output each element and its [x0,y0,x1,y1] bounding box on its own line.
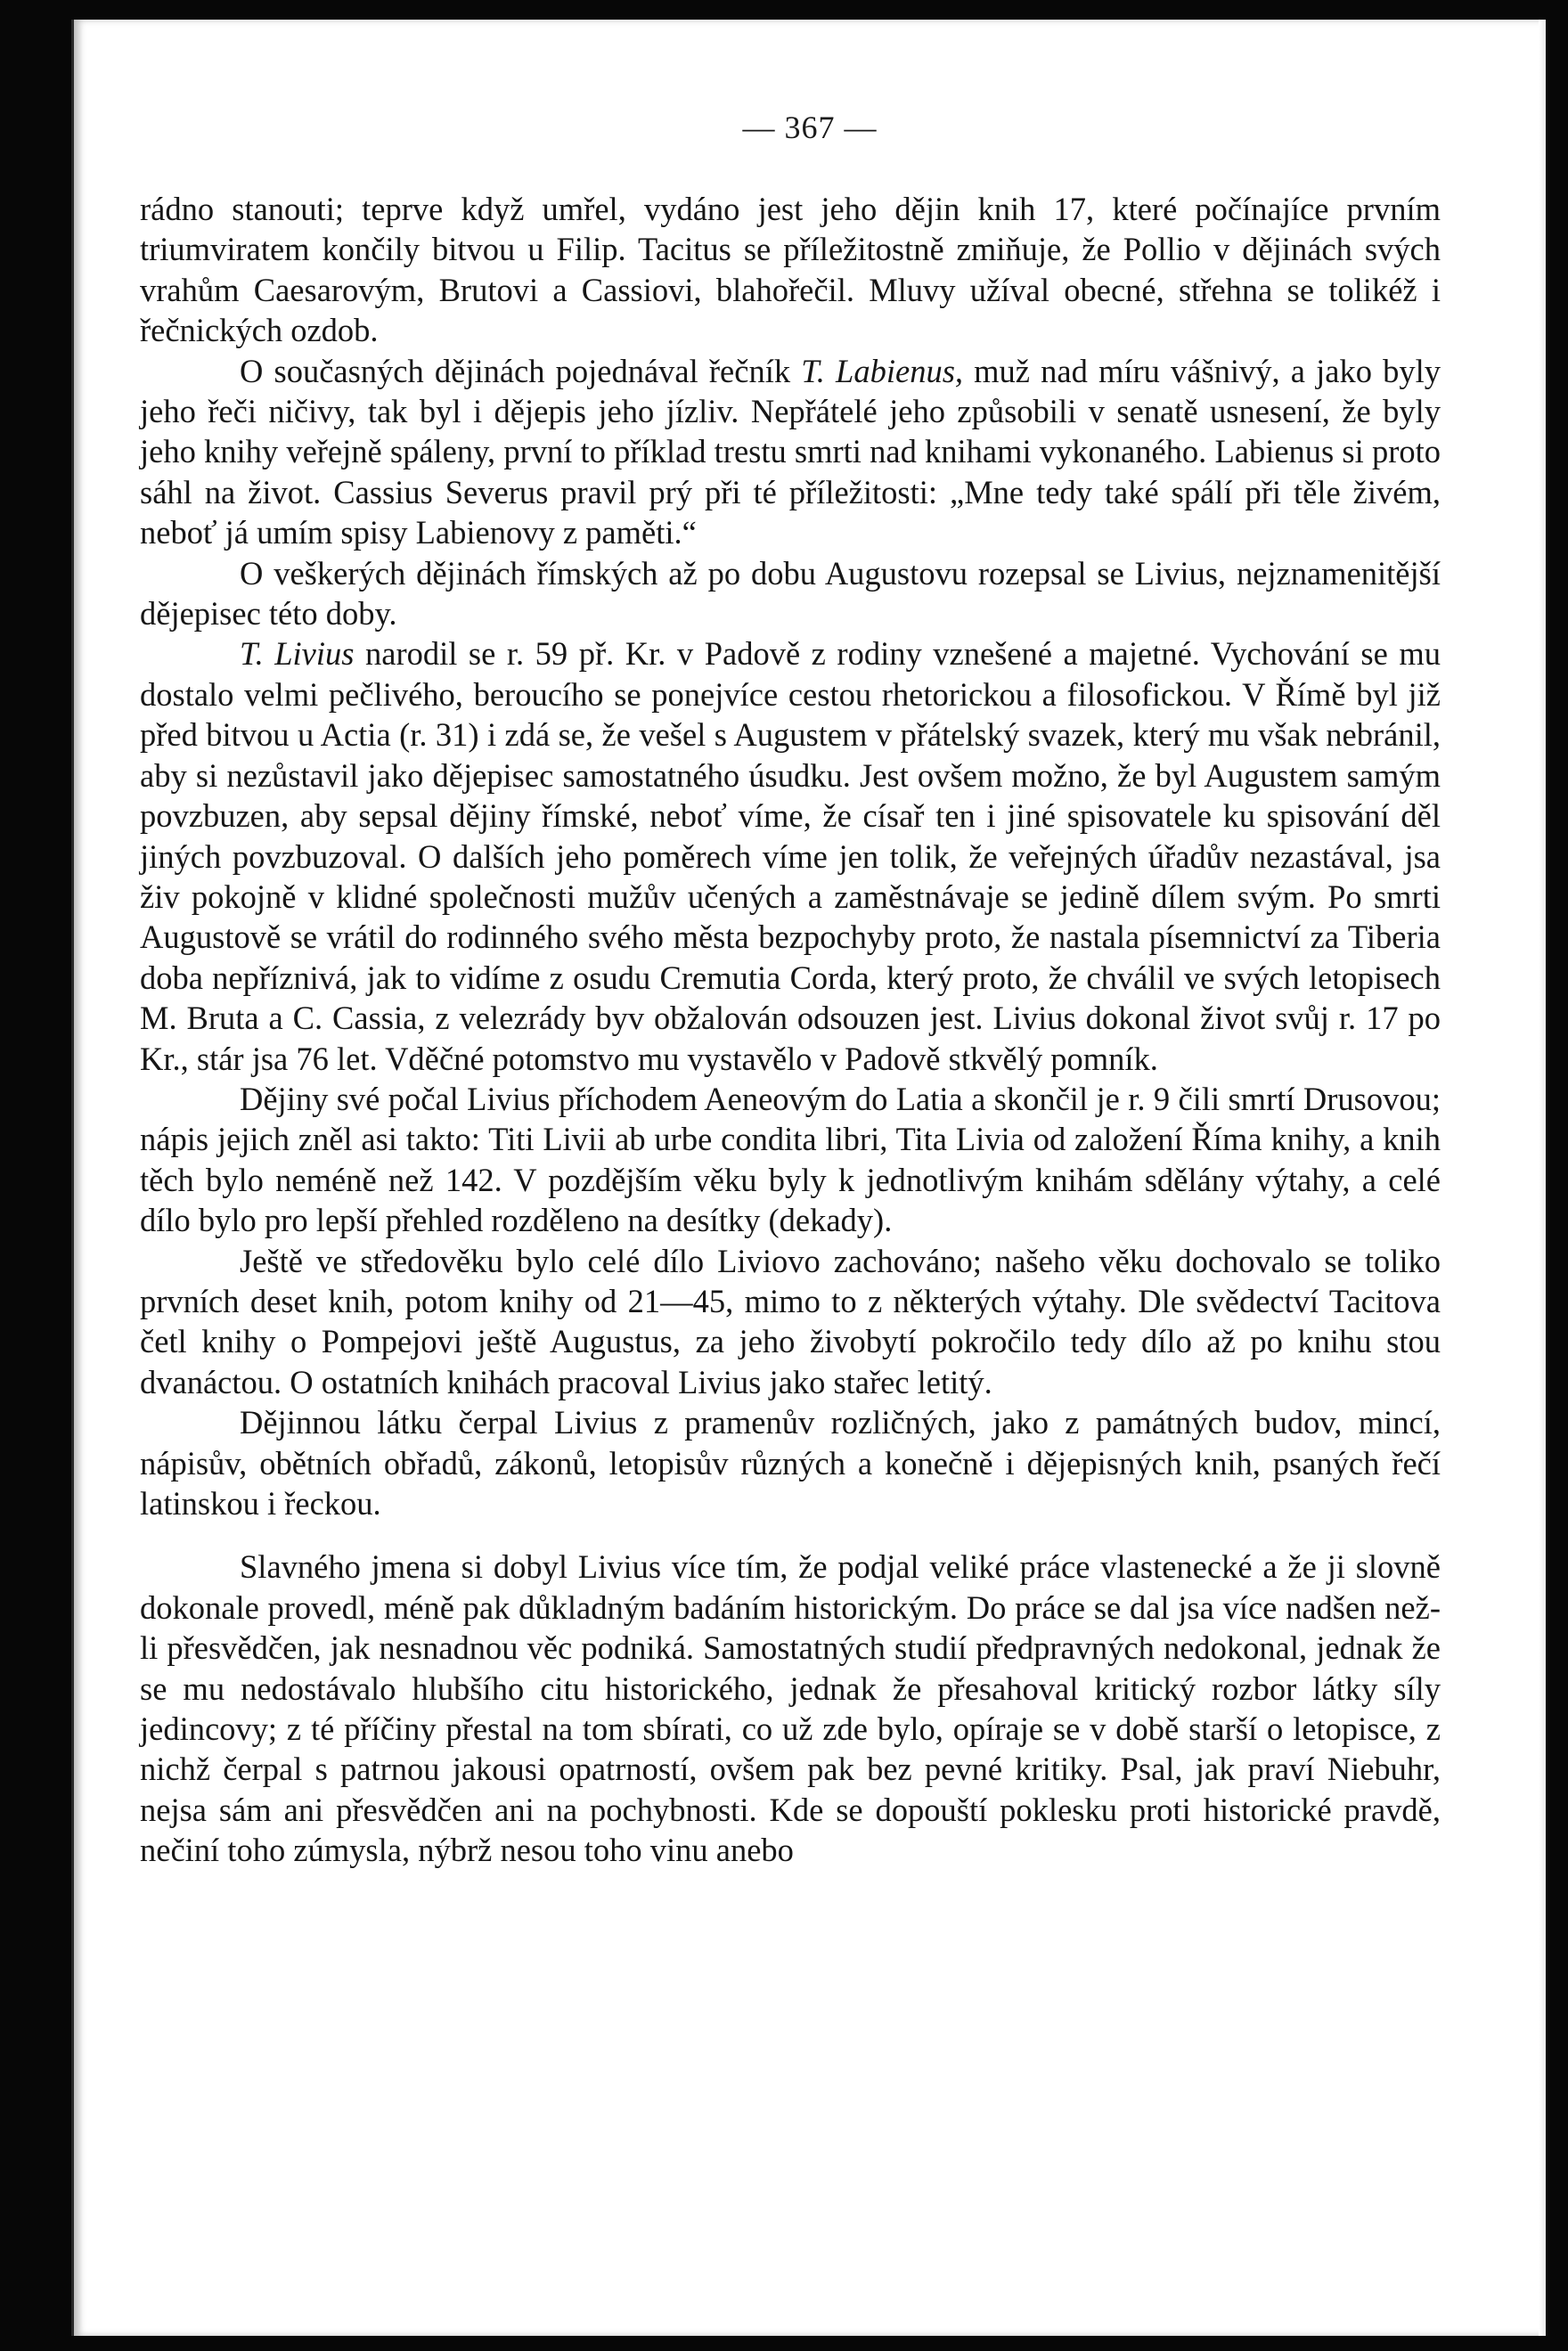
paragraph-continuation: rádno stanouti; teprve když umřel, vydáno jest jeho dějin knih 17, které počínajíce prvním triumviratem končily bitvou u Filip. Tacitus se příležitostně zmiňuje, že Pollio v dějinách svých vrahům Caesarovým, Brutovi a Cassiovi, blahořečil. Mluvy užíval obecné, střehna se tolikéž i řečnických ozdob. [140,191,1441,349]
paragraph-lead: O současných dějinách pojednával řečník [240,352,802,389]
paragraph-assessment: Slavného jmena si dobyl Livius více tím, že podjal veliké práce vlastenecké a že ji slovně dokonale provedl, méně pak důkladným badáním historickým. Do práce se dal jsa více nadšen než-li přesvědčen, jak nesnadnou věc podniká. Samostatných studií předpravných nedokonal, jednak že se mu nedostávalo hlubšího citu historického, jednak že přesahoval kritický rozbor látky síly jedincovy; z té příčiny přestal na tom sbírati, co už zde bylo, opíraje se v době starší o letopisce, z nichž čerpal s patrnou jakousi opatrností, ovšem pak bez pevné kritiky. Psal, jak praví Niebuhr, nejsa sám ani přesvědčen ani na pochybnosti. Kde se dopouští poklesku proti historické pravdě, nečiní toho zúmysla, nýbrž nesou toho vinu anebo [140,1548,1441,1869]
paragraph-labienus [140,351,1441,553]
paragraph-body: muž nad míru vášnivý, a jako byly jeho řeči ničivy, tak byl i dějepis jeho jízliv. Nepřátelé jeho způsobili v senatě usnesení, že byly jeho knihy veřejně spáleny, první to příklad trestu smrti nad knihami vykonaného. Labienus si proto sáhl na život. Cassius Severus pravil prý při té příležitosti: „Mne tedy také spálí při těle živém, neboť já umím spisy Labienovy z paměti.“ [140,352,1441,551]
paragraph-livius-life [140,633,1441,1078]
page-edge [1539,20,1546,2336]
paragraph-sources: Dějinnou látku čerpal Livius z pramenův rozličných, jako z památných budov, mincí, nápisův, obětních obřadů, zákonů, letopisův různých a konečně i dějepisných knih, psaných řečí latinskou i řeckou. [140,1404,1441,1522]
page-number: — 367 — [742,110,878,145]
paragraph-preservation: Ještě ve středověku bylo celé dílo Liviovo zachováno; našeho věku dochovalo se toliko prvních deset knih, potom knihy od 21—45, mimo to z některých výtahy. Dle svědectví Tacitova četl knihy o Pompejovi ještě Augustus, za jeho živobytí pokročilo tedy dílo až po knihu stou dvanáctou. O ostatních knihách pracoval Livius jako stařec letitý. [140,1242,1441,1400]
paragraph-livius-work: Dějiny své počal Livius příchodem Aeneovým do Latia a skončil je r. 9 čili smrtí Drusovou; nápis jejich zněl asi takto: Titi Livii ab urbe condita libri, Tita Livia od založení Říma knihy, a knih těch bylo neméně než 142. V pozdějším věku byly k jednotlivým knihám sdělány výtahy, a celé dílo bylo pro lepší přehled rozděleno na desítky (dekady). [140,1080,1441,1239]
book-page [71,20,1546,2336]
italic-name-labienus: T. Labienus, [801,352,964,389]
italic-name-livius: T. Livius [240,635,355,673]
paragraph-body: narodil se r. 59 př. Kr. v Padově z rodiny vznešené a majetné. Vychování se mu dostalo velmi pečlivého, beroucího se ponejvíce cestou rhetorickou a filosofickou. V Římě byl již před bitvou u Actia (r. 31) i zdá se, že vešel s Augustem v přátelský svazek, který mu však nebránil, aby si nezůstavil jako dějepisec samostatného úsudku. Jest ovšem možno, že byl Augustem samým povzbuzen, aby sepsal dějiny římské, neboť víme, že císař ten i jiné spisovatele ku spisování děl jiných povzbuzoval. O dalších jeho poměrech víme jen tolik, že veřejných úřadův nezastával, jsa živ pokojně v klidné společnosti mužův učených a zaměstnávaje se jedině dílem svým. Po smrti Augustově se vrátil do rodinného svého města bezpochyby proto, že nastala písemnictví za Tiberia doba nepříznivá, jak to vidíme z osudu Cremutia Corda, který proto, že chválil ve svých letopisech M. Bruta a C. Cassia, z velezrády byv obžalován odsouzen jest. Livius dokonal život svůj r. 17 po Kr., stár jsa 76 let. Vděčné potomstvo mu vystavělo v Padově stkvělý pomník. [140,635,1441,1077]
paragraph-livius-intro: O veškerých dějinách římských až po dobu Augustovu rozepsal se Livius, nejznamenitější dějepisec této doby. [140,554,1441,633]
body-text [140,189,1441,1871]
